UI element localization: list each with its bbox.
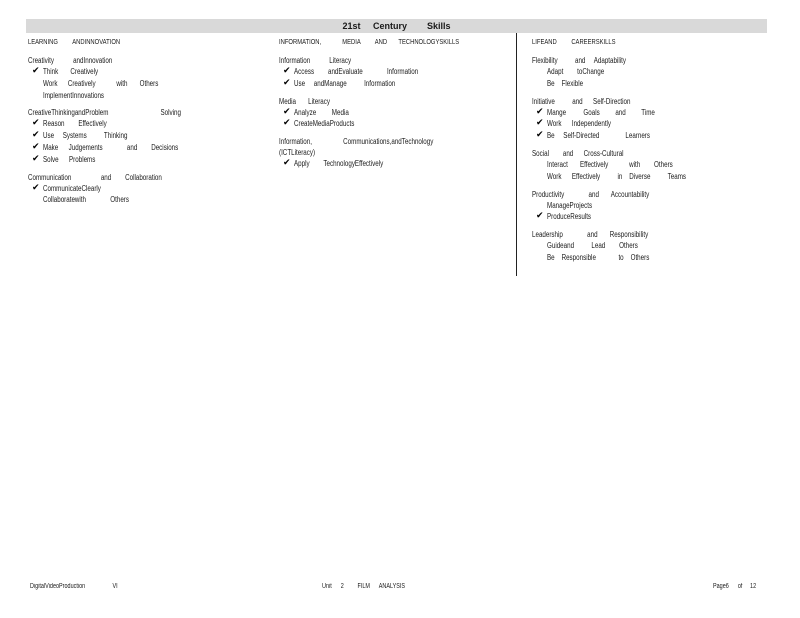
column-divider xyxy=(516,33,517,276)
skill-item xyxy=(532,240,762,252)
skill-item xyxy=(532,118,762,130)
skill-group xyxy=(532,189,762,224)
skill-item-label: Work Independently xyxy=(547,119,612,129)
page-title: 21st Century Skills xyxy=(26,19,767,33)
skill-item xyxy=(279,107,509,119)
skill-group-title: Information Literacy xyxy=(279,56,352,65)
skill-group-title: Information, Communications,andTechnology xyxy=(279,137,434,147)
checkmark-icon: ✔ xyxy=(536,106,544,117)
skill-item xyxy=(28,154,268,166)
skill-item-label: CreateMediaProducts xyxy=(294,119,355,129)
skill-item-label: Analyze Media xyxy=(294,107,349,117)
skill-group-title: Communication and Collaboration xyxy=(28,172,162,182)
skill-group-title: Leadership and Responsibility xyxy=(532,230,649,240)
skill-item-label: Access andEvaluate Information xyxy=(294,67,419,76)
skill-item xyxy=(28,142,268,154)
skill-item-label: Use andManage Information xyxy=(294,78,396,88)
skill-item-label: Be Self-Directed Learners xyxy=(547,131,651,141)
skill-item-label: Adapt toChange xyxy=(547,67,605,76)
skill-item xyxy=(28,194,268,206)
skill-item xyxy=(279,66,509,78)
skill-item-label: Guideand Lead Others xyxy=(547,241,638,251)
skill-group xyxy=(28,172,268,207)
skill-group-title: Media Literacy xyxy=(279,96,330,106)
skill-item-label: Solve Problems xyxy=(43,154,96,164)
checkmark-icon: ✔ xyxy=(32,141,40,152)
skill-group xyxy=(28,55,268,101)
skill-item xyxy=(279,158,509,170)
skill-item-label: CommunicateClearly xyxy=(43,183,101,193)
column-life-career xyxy=(532,37,762,270)
checkmark-icon: ✔ xyxy=(536,118,544,129)
skill-item xyxy=(28,183,268,195)
skill-group xyxy=(28,107,268,165)
skill-group xyxy=(532,96,762,142)
skill-group-title: Productivity and Accountability xyxy=(532,189,650,199)
skill-item xyxy=(532,211,762,223)
skill-item-label: ImplementInnovations xyxy=(43,90,105,100)
skill-item xyxy=(28,78,268,90)
skill-item-label: Be Flexible xyxy=(547,78,584,88)
checkmark-icon: ✔ xyxy=(283,106,291,117)
skill-item-label: Mange Goals and Time xyxy=(547,107,655,117)
checkmark-icon: ✔ xyxy=(32,153,40,164)
checkmark-icon: ✔ xyxy=(536,130,544,141)
checkmark-icon: ✔ xyxy=(32,130,40,141)
skill-item xyxy=(532,159,762,171)
skill-item-label: ManageProjects xyxy=(547,200,593,210)
skill-item xyxy=(279,118,509,130)
checkmark-icon: ✔ xyxy=(32,66,40,76)
skill-item xyxy=(532,78,762,90)
footer-unit: Unit 2 FILM ANALYSIS xyxy=(322,583,406,590)
skill-item xyxy=(28,66,268,78)
skill-group xyxy=(279,55,509,90)
skill-item xyxy=(28,90,268,102)
skill-item xyxy=(532,107,762,119)
skill-item-label: Be Responsible to Others xyxy=(547,252,650,262)
skill-group-title: Social and Cross-Cultural xyxy=(532,148,624,158)
skill-item-label: Think Creatively xyxy=(43,67,99,76)
skill-item-label: Use Systems Thinking xyxy=(43,131,128,141)
column-information-media-technology xyxy=(279,37,509,176)
skill-item-label: Make Judgements and Decisions xyxy=(43,142,179,152)
skill-item-label: Collaboratewith Others xyxy=(43,195,130,205)
column-heading: LEARNING ANDINNOVATION xyxy=(28,37,121,46)
skill-group-title: Flexibility and Adaptability xyxy=(532,56,626,65)
skill-item xyxy=(532,66,762,78)
checkmark-icon: ✔ xyxy=(283,66,291,76)
skill-item-label: Apply TechnologyEffectively xyxy=(294,159,384,169)
skill-item xyxy=(28,130,268,142)
skill-group xyxy=(279,136,509,170)
checkmark-icon: ✔ xyxy=(32,118,40,129)
column-heading: LIFEAND CAREERSKILLS xyxy=(532,37,616,46)
skill-group-title: CreativeThinkingandProblem Solving xyxy=(28,108,181,118)
column-learning-innovation xyxy=(28,37,268,212)
skill-item xyxy=(532,171,762,183)
skill-item xyxy=(532,130,762,142)
skill-group xyxy=(532,55,762,90)
checkmark-icon: ✔ xyxy=(283,158,291,169)
skill-group-title: Creativity andInnovation xyxy=(28,56,113,65)
skill-item-label: Reason Effectively xyxy=(43,119,107,129)
skill-item xyxy=(532,252,762,264)
checkmark-icon: ✔ xyxy=(32,182,40,193)
skill-group xyxy=(532,148,762,183)
column-heading: INFORMATION, MEDIA AND TECHNOLOGYSKILLS xyxy=(279,37,460,46)
checkmark-icon: ✔ xyxy=(283,118,291,129)
skill-item xyxy=(279,78,509,90)
footer-page-number: Page6 of 12 xyxy=(713,583,757,590)
skill-group xyxy=(532,229,762,264)
skill-group-title: Initiative and Self-Direction xyxy=(532,96,631,106)
skill-item-label: Interact Effectively with Others xyxy=(547,159,673,169)
footer-course: DigitalVideoProduction VI xyxy=(30,583,118,590)
skill-item xyxy=(532,200,762,212)
skill-group xyxy=(279,96,509,131)
checkmark-icon: ✔ xyxy=(536,211,544,222)
skill-item xyxy=(28,118,268,130)
skill-item-label: ProduceResults xyxy=(547,212,592,222)
checkmark-icon: ✔ xyxy=(283,77,291,88)
skill-item-label: Work Effectively in Diverse Teams xyxy=(547,171,687,181)
skill-item-label: Work Creatively with Others xyxy=(43,78,159,88)
skill-group-title-continued: (ICTLiteracy) xyxy=(279,148,316,158)
